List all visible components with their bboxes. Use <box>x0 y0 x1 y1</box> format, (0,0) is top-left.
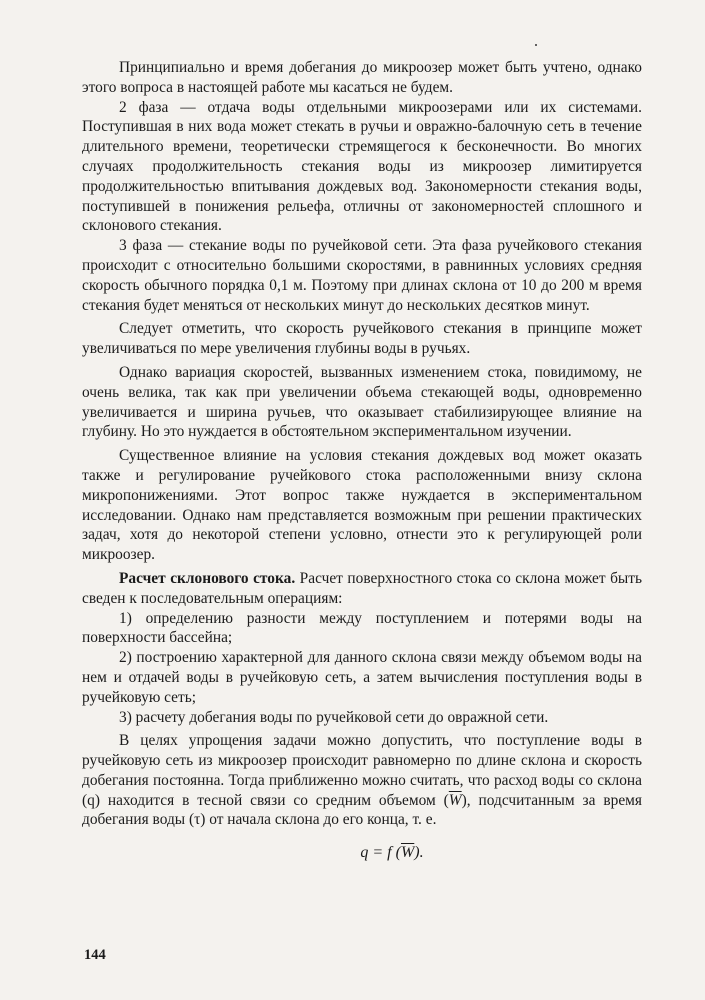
formula-symbol: $\overline{W}$ <box>400 844 415 862</box>
closing-paragraph: В целях упрощения задачи можно допустить, что поступление воды в ручейковую сеть из микроозер происходит равномерно по длине склона и скорость добегания постоянна. Тогда приближенно можно считать, что расход воды со склона (q) находится в тесной связи со средним объемом $(\overline{W})$, подсчитанным за время добегания воды (τ) от начала склона до его конца, т. е. <box>82 732 642 829</box>
paragraph-1: Принципиально и время добегания до микроозер может быть учтено, однако этого вопроса в настоящей работе мы касаться не будем. <box>82 59 642 96</box>
mean-volume-symbol: $\overline{W}$ <box>448 791 462 809</box>
section-heading: Расчет склонового стока. <box>119 569 296 587</box>
paragraph-regulation: Существенное влияние на условия стекания дождевых вод может оказать также и регулирование ручейкового стока расположенными внизу склона микропонижениями. Этот вопрос также нуждается в экспериментальном исследовании. Однако нам представляется возможным при решении практических задач, хотя до некоторой степени условно, отнести это к регулирующей роли микроозер. <box>82 447 642 564</box>
step-3: 3) расчету добегания воды по ручейковой сети до овражной сети. <box>119 708 549 726</box>
section-intro <box>82 569 642 609</box>
step-1: 1) определению разности между поступлением и потерями воды на поверхности бассейна; <box>82 609 642 647</box>
paragraph-velocity-note: Следует отметить, что скорость ручейкового стекания в принципе может увеличиваться по мере увеличения глубины воды в ручьях. <box>82 320 642 358</box>
paragraph-velocity-variation: Однако вариация скоростей, вызванных изменением стока, повидимому, не очень велика, так как при увеличении объема стекающей воды, одновременно увеличивается и ширина ручьев, что оказывает стабилизирующее влияние на глубину. Но это нуждается в обстоятельном экспериментальном изучении. <box>82 363 642 441</box>
page-number: 144 <box>84 947 106 963</box>
section-intro-text: Расчет поверхностного стока со склона может быть сведен к последовательным операциям: <box>82 569 643 607</box>
formula: q = f $(\overline{W})$. <box>360 844 424 862</box>
step-2: 2) построению характерной для данного склона связи между объемом воды на нем и отдачей воды в ручейковую сеть, а затем вычисления поступления воды в ручейковую сеть; <box>82 649 642 706</box>
paragraph-phase-2: 2 фаза — отдача воды отдельными микроозерами или их системами. Поступившая в них вода может стекать в ручьи и овражно-балочную сеть в течение длительного времени, теоретически стремящегося к бесконечности. Во многих случаях продолжительность стекания воды из микроозер лимитируется продолжительностью впитывания дождевых вод. Закономерности стекания воды, поступившей в понижения рельефа, отличны от закономерностей сплошного и склонового стекания. <box>82 98 642 235</box>
document-body <box>82 58 642 862</box>
paragraph-phase-3: 3 фаза — стекание воды по ручейковой сети. Эта фаза ручейкового стекания происходит с относительно большими скоростями, в равнинных условиях средняя скорость обычного порядка 0,1 м. Поэтому при длинах склона от 10 до 200 м время стекания будет меняться от нескольких минут до нескольких десятков минут. <box>82 237 642 314</box>
print-speck <box>535 44 537 46</box>
